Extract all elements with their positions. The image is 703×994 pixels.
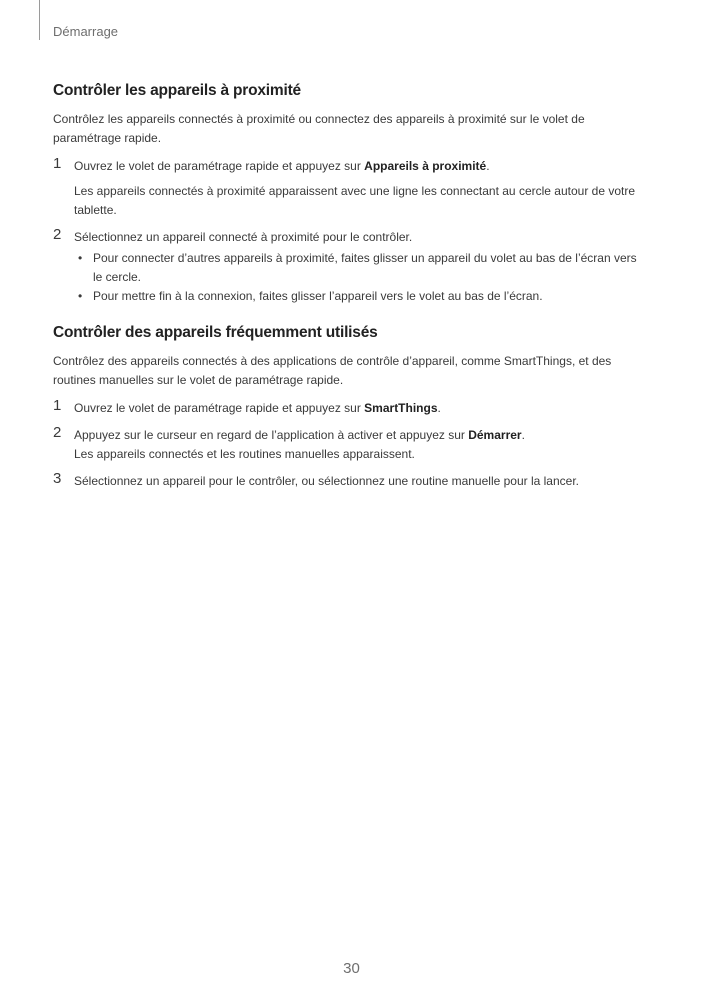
step-text-end: . xyxy=(437,401,441,415)
step-text-end: . xyxy=(486,159,490,173)
section-nearby-devices xyxy=(53,82,643,306)
bullet-list xyxy=(74,249,643,306)
section-intro: Contrôlez des appareils connectés à des applications de contrôle d’appareil, comme SmartThings, et des routines manuelles sur le volet de paramétrage rapide. xyxy=(53,354,612,387)
section-frequent-devices xyxy=(53,324,643,491)
step-number: 1 xyxy=(53,397,62,414)
step-number: 1 xyxy=(53,155,62,172)
section-title: Contrôler les appareils à proximité xyxy=(53,82,301,99)
step-text xyxy=(74,399,643,418)
page-content xyxy=(53,82,643,499)
step-number: 2 xyxy=(53,424,62,441)
step-text: Sélectionnez un appareil connecté à proximité pour le contrôler. xyxy=(74,230,413,244)
bullet-icon: • xyxy=(78,251,83,265)
step-number: 3 xyxy=(53,470,62,487)
bullet-text: Pour mettre fin à la connexion, faites glisser l’appareil vers le volet au bas de l’écran. xyxy=(93,289,543,303)
bullet-icon: • xyxy=(78,289,83,303)
step-number: 2 xyxy=(53,226,62,243)
step-3 xyxy=(53,472,643,491)
step-1 xyxy=(53,399,643,418)
step-text-main: Ouvrez le volet de paramétrage rapide et appuyez sur xyxy=(74,401,365,415)
ui-term: Démarrer xyxy=(468,428,522,442)
step-text-main: Ouvrez le volet de paramétrage rapide et appuyez sur xyxy=(74,159,365,173)
bullet-item xyxy=(74,249,643,287)
ui-term: Appareils à proximité xyxy=(364,159,487,173)
step-2 xyxy=(53,228,643,306)
step-text: Sélectionnez un appareil pour le contrôler, ou sélectionnez une routine manuelle pour la lancer. xyxy=(74,474,579,488)
section-title: Contrôler des appareils fréquemment utilisés xyxy=(53,324,378,341)
section-intro: Contrôlez les appareils connectés à proximité ou connectez des appareils à proximité sur le volet de paramétrage rapide. xyxy=(53,112,585,145)
step-note: Les appareils connectés à proximité apparaissent avec une ligne les connectant au cercle autour de votre tablette. xyxy=(74,184,636,217)
chapter-header: Démarrage xyxy=(53,24,119,39)
step-note: Les appareils connectés et les routines manuelles apparaissent. xyxy=(74,447,415,461)
step-text xyxy=(74,157,643,176)
step-text-end: . xyxy=(521,428,525,442)
page-number: 30 xyxy=(343,960,360,977)
step-1 xyxy=(53,157,643,220)
step-text-main: Appuyez sur le curseur en regard de l’application à activer et appuyez sur xyxy=(74,428,469,442)
bullet-text: Pour connecter d’autres appareils à proximité, faites glisser un appareil du volet au bas de l’écran vers le cercle. xyxy=(93,251,637,284)
header-rule xyxy=(39,0,40,40)
step-text xyxy=(74,426,643,445)
step-2 xyxy=(53,426,643,464)
ui-term: SmartThings xyxy=(364,401,438,415)
bullet-item xyxy=(74,287,643,306)
